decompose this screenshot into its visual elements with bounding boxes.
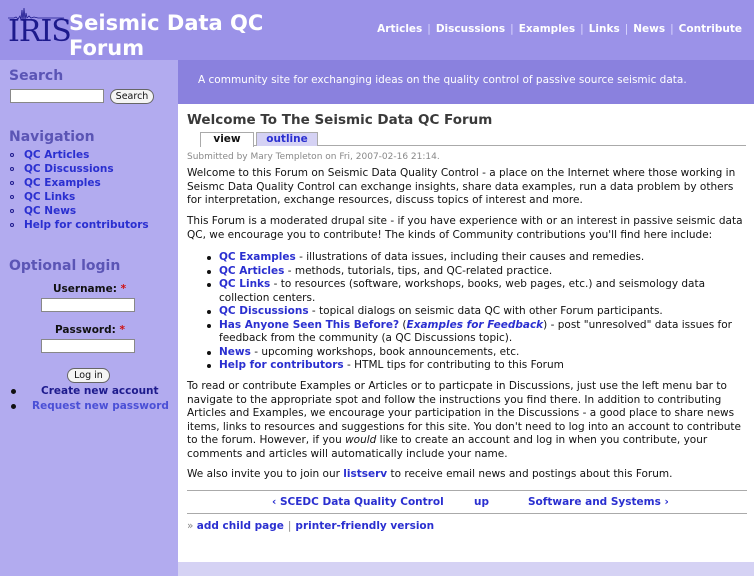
has-anyone-seen-link[interactable]: Has Anyone Seen This Before?	[219, 318, 400, 331]
qc-discussions-link[interactable]: QC Discussions	[219, 305, 309, 317]
site-name[interactable]: Seismic Data QC Forum	[69, 11, 264, 60]
search-input[interactable]	[10, 89, 104, 103]
sidebar-item-qc-articles[interactable]: QC Articles	[9, 148, 149, 162]
create-account-link[interactable]: Create new account	[10, 384, 169, 399]
login-title: Optional login	[9, 258, 121, 274]
search-title: Search	[9, 68, 64, 84]
list-item: QC Articles - methods, tutorials, tips, and QC-related practice.	[204, 265, 734, 279]
qc-articles-link[interactable]: QC Articles	[219, 264, 285, 277]
listserv-link[interactable]: listserv	[343, 468, 388, 480]
sidebar-item-qc-links[interactable]: QC Links	[9, 190, 149, 204]
intro-paragraph: Welcome to this Forum on Seismic Data Quality Control - a place on the Internet where those working in Seismc Data Quality Control can exchange insights, share data examples, run a data problem by others for interpretation, exchange resources, discuss topics of interest and more.	[187, 167, 736, 206]
read-paragraph: To read or contribute Examples or Articles or to particpate in Discussions, just use the left menu bar to navigate to the appropriate spot and follow the instructions you find there. In addition to contributing Articles and Examples, we encourage your participation in the Discussions - a good place to share news items, links to resources and suggestions for this site. You don't need to log into an account to contribute to the forum. However, if you would like to create an account and log in when you contribute, your comments and articles will automatically include your name.	[187, 380, 742, 460]
tab-view[interactable]: view	[200, 132, 254, 147]
nav-news[interactable]: News	[633, 23, 666, 35]
printer-friendly-link[interactable]: printer-friendly version	[295, 520, 435, 532]
navigation-title: Navigation	[9, 129, 95, 145]
book-navigation	[187, 490, 747, 514]
list-item: QC Links - to resources (software, workshops, books, web pages, etc.) and seismology data collection centers.	[204, 278, 734, 305]
news-link[interactable]: News	[219, 345, 251, 358]
book-prev-link[interactable]: ‹ SCEDC Data Quality Control	[272, 496, 444, 508]
search-button[interactable]: Search	[110, 89, 154, 104]
mission-bar	[178, 60, 754, 104]
invite-paragraph: We also invite you to join our listserv to receive email news and postings about this Forum.	[187, 468, 673, 480]
logo-text: IRIS	[8, 14, 71, 49]
submitted-by: Submitted by Mary Templeton on Fri, 2007-02-16 21:14.	[187, 152, 440, 162]
iris-logo[interactable]	[8, 6, 71, 50]
primary-nav: Articles | Discussions | Examples | Links | News | Contribute	[377, 23, 742, 35]
nav-examples[interactable]: Examples	[518, 23, 576, 35]
list-item: Has Anyone Seen This Before? (Examples for Feedback) - post "unresolved" data issues for feedback from the community (a QC Discussions topic).	[204, 319, 734, 346]
username-field[interactable]	[41, 298, 135, 312]
sidebar-item-qc-discussions[interactable]: QC Discussions	[9, 162, 149, 176]
list-item: News - upcoming workshops, book announcements, etc.	[204, 346, 734, 360]
moderated-paragraph: This Forum is a moderated drupal site - if you have experience with or an interest in passive seismic data QC, we encourage you to contribute! The kinds of Community contributions you'll find here include:	[187, 215, 743, 241]
tab-bar	[200, 130, 746, 146]
list-item: QC Examples - illustrations of data issues, including their causes and remedies.	[204, 251, 734, 265]
sidebar-item-help[interactable]: Help for contributors	[9, 218, 149, 232]
add-child-page-link[interactable]: add child page	[196, 520, 284, 532]
navigation-menu	[9, 148, 149, 232]
nav-links[interactable]: Links	[588, 23, 620, 35]
nav-contribute[interactable]: Contribute	[678, 23, 742, 35]
list-item: QC Discussions - topical dialogs on seismic data QC with other Forum participants.	[204, 305, 734, 319]
password-field[interactable]	[41, 339, 135, 353]
password-label: Password: *	[55, 324, 125, 336]
mission-text: A community site for exchanging ideas on the quality control of passive source seismic data.	[198, 74, 687, 86]
nav-discussions[interactable]: Discussions	[435, 23, 506, 35]
book-up-link[interactable]: up	[474, 496, 489, 508]
username-label: Username: *	[53, 283, 127, 295]
qc-examples-link[interactable]: QC Examples	[219, 251, 296, 263]
page-title: Welcome To The Seismic Data QC Forum	[187, 112, 493, 128]
qc-links-link[interactable]: QC Links	[219, 278, 271, 290]
site-header	[0, 0, 754, 60]
footer	[178, 562, 754, 576]
tab-outline[interactable]: outline	[256, 132, 318, 146]
nav-articles[interactable]: Articles	[377, 23, 423, 35]
sidebar-item-qc-examples[interactable]: QC Examples	[9, 176, 149, 190]
help-contributors-link[interactable]: Help for contributors	[219, 359, 344, 371]
node-links: » add child page | printer-friendly version	[187, 520, 435, 532]
main-content	[178, 104, 754, 562]
list-item: Help for contributors - HTML tips for contributing to this Forum	[204, 359, 734, 373]
login-button[interactable]: Log in	[67, 368, 110, 383]
examples-for-feedback-link[interactable]: Examples for Feedback	[406, 318, 544, 331]
contribution-list	[204, 251, 734, 373]
sidebar-item-qc-news[interactable]: QC News	[9, 204, 149, 218]
login-links	[10, 384, 169, 414]
book-next-link[interactable]: Software and Systems ›	[528, 496, 669, 508]
request-password-link[interactable]: Request new password	[10, 399, 169, 414]
